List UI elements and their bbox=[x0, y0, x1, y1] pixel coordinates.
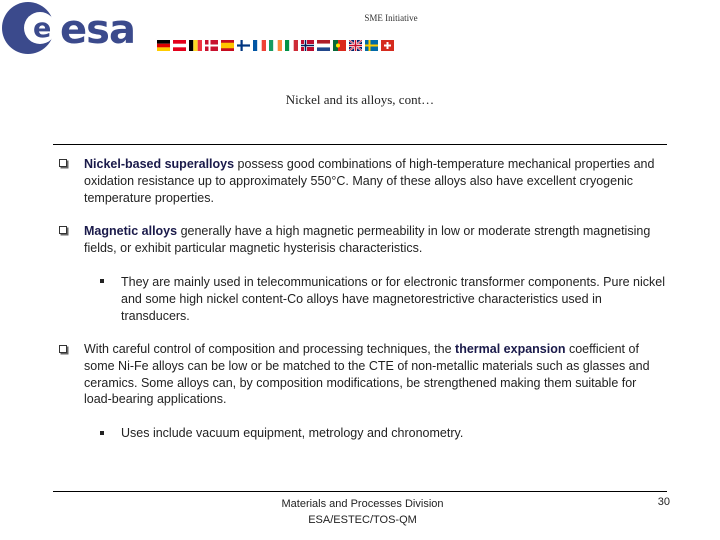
footer bbox=[240, 496, 485, 528]
logo-text: esa bbox=[60, 7, 135, 53]
bullet-text: coefficient of some Ni-Fe alloys can be low or be matched to the CTE of non-metallic materials such as glasses and ceramics. Some alloys can, by composition modifications, be strengthened making them suitable for load-bearing applications. bbox=[84, 342, 650, 407]
bullet-thermal-expansion bbox=[84, 341, 664, 408]
bullet-nickel-superalloys bbox=[84, 156, 664, 206]
box-bullet-icon bbox=[59, 345, 67, 353]
flag-portugal-icon bbox=[333, 40, 346, 51]
flag-netherlands-icon bbox=[317, 40, 330, 51]
flag-spain-icon bbox=[221, 40, 234, 51]
flag-denmark-icon bbox=[205, 40, 218, 51]
bullet-text: possess good combinations of high-temperature mechanical properties and oxidation resistance up to approximately 550°C. Many of these alloys also have excellent cryogenic temperature properties. bbox=[84, 157, 655, 205]
box-bullet-icon bbox=[59, 159, 67, 167]
bullet-bold: Nickel-based superalloys bbox=[84, 157, 235, 171]
bullet-magnetic-alloys bbox=[84, 223, 664, 257]
bullet-text: generally have a high magnetic permeability in low or moderate strength magnetising fields, or exhibit particular magnetic hysterisis characteristics. bbox=[84, 224, 651, 255]
flag-sweden-icon bbox=[365, 40, 378, 51]
flag-finland-icon bbox=[237, 40, 250, 51]
svg-text:e: e bbox=[33, 13, 52, 44]
flag-norway-icon bbox=[301, 40, 314, 51]
bullet-bold: Magnetic alloys bbox=[84, 224, 178, 238]
footer-dept: ESA/ESTEC/TOS-QM bbox=[308, 514, 417, 526]
flag-uk-icon bbox=[349, 40, 362, 51]
flag-italy-icon bbox=[285, 40, 298, 51]
sub-bullet-telecom: They are mainly used in telecommunications or for electronic transformer components. Pure nickel and some high nickel content-Co alloys have magnetorestrictive characteristics used in transducers. bbox=[121, 275, 665, 323]
flag-france-icon bbox=[253, 40, 266, 51]
footer-division: Materials and Processes Division bbox=[281, 498, 444, 510]
flag-switzerland-icon bbox=[381, 40, 394, 51]
flag-ireland-icon bbox=[269, 40, 282, 51]
square-bullet-icon bbox=[100, 279, 104, 283]
box-bullet-icon bbox=[59, 226, 67, 234]
slide-title: Nickel and its alloys, cont… bbox=[285, 92, 435, 107]
esa-logo bbox=[0, 0, 160, 60]
bullet-bold: thermal expansion bbox=[455, 342, 566, 356]
bottom-divider bbox=[53, 491, 667, 492]
header-label: SME Initiative bbox=[364, 13, 418, 23]
flag-austria-icon bbox=[173, 40, 186, 51]
flag-germany-icon bbox=[157, 40, 170, 51]
page-number: 30 bbox=[657, 496, 670, 508]
bullet-text-pre: With careful control of composition and processing techniques, the bbox=[84, 342, 456, 356]
sub-bullet-uses: Uses include vacuum equipment, metrology and chronometry. bbox=[121, 426, 464, 440]
square-bullet-icon bbox=[100, 431, 104, 435]
flag-belgium-icon bbox=[189, 40, 202, 51]
top-divider bbox=[53, 144, 667, 145]
flag-row bbox=[157, 40, 394, 54]
